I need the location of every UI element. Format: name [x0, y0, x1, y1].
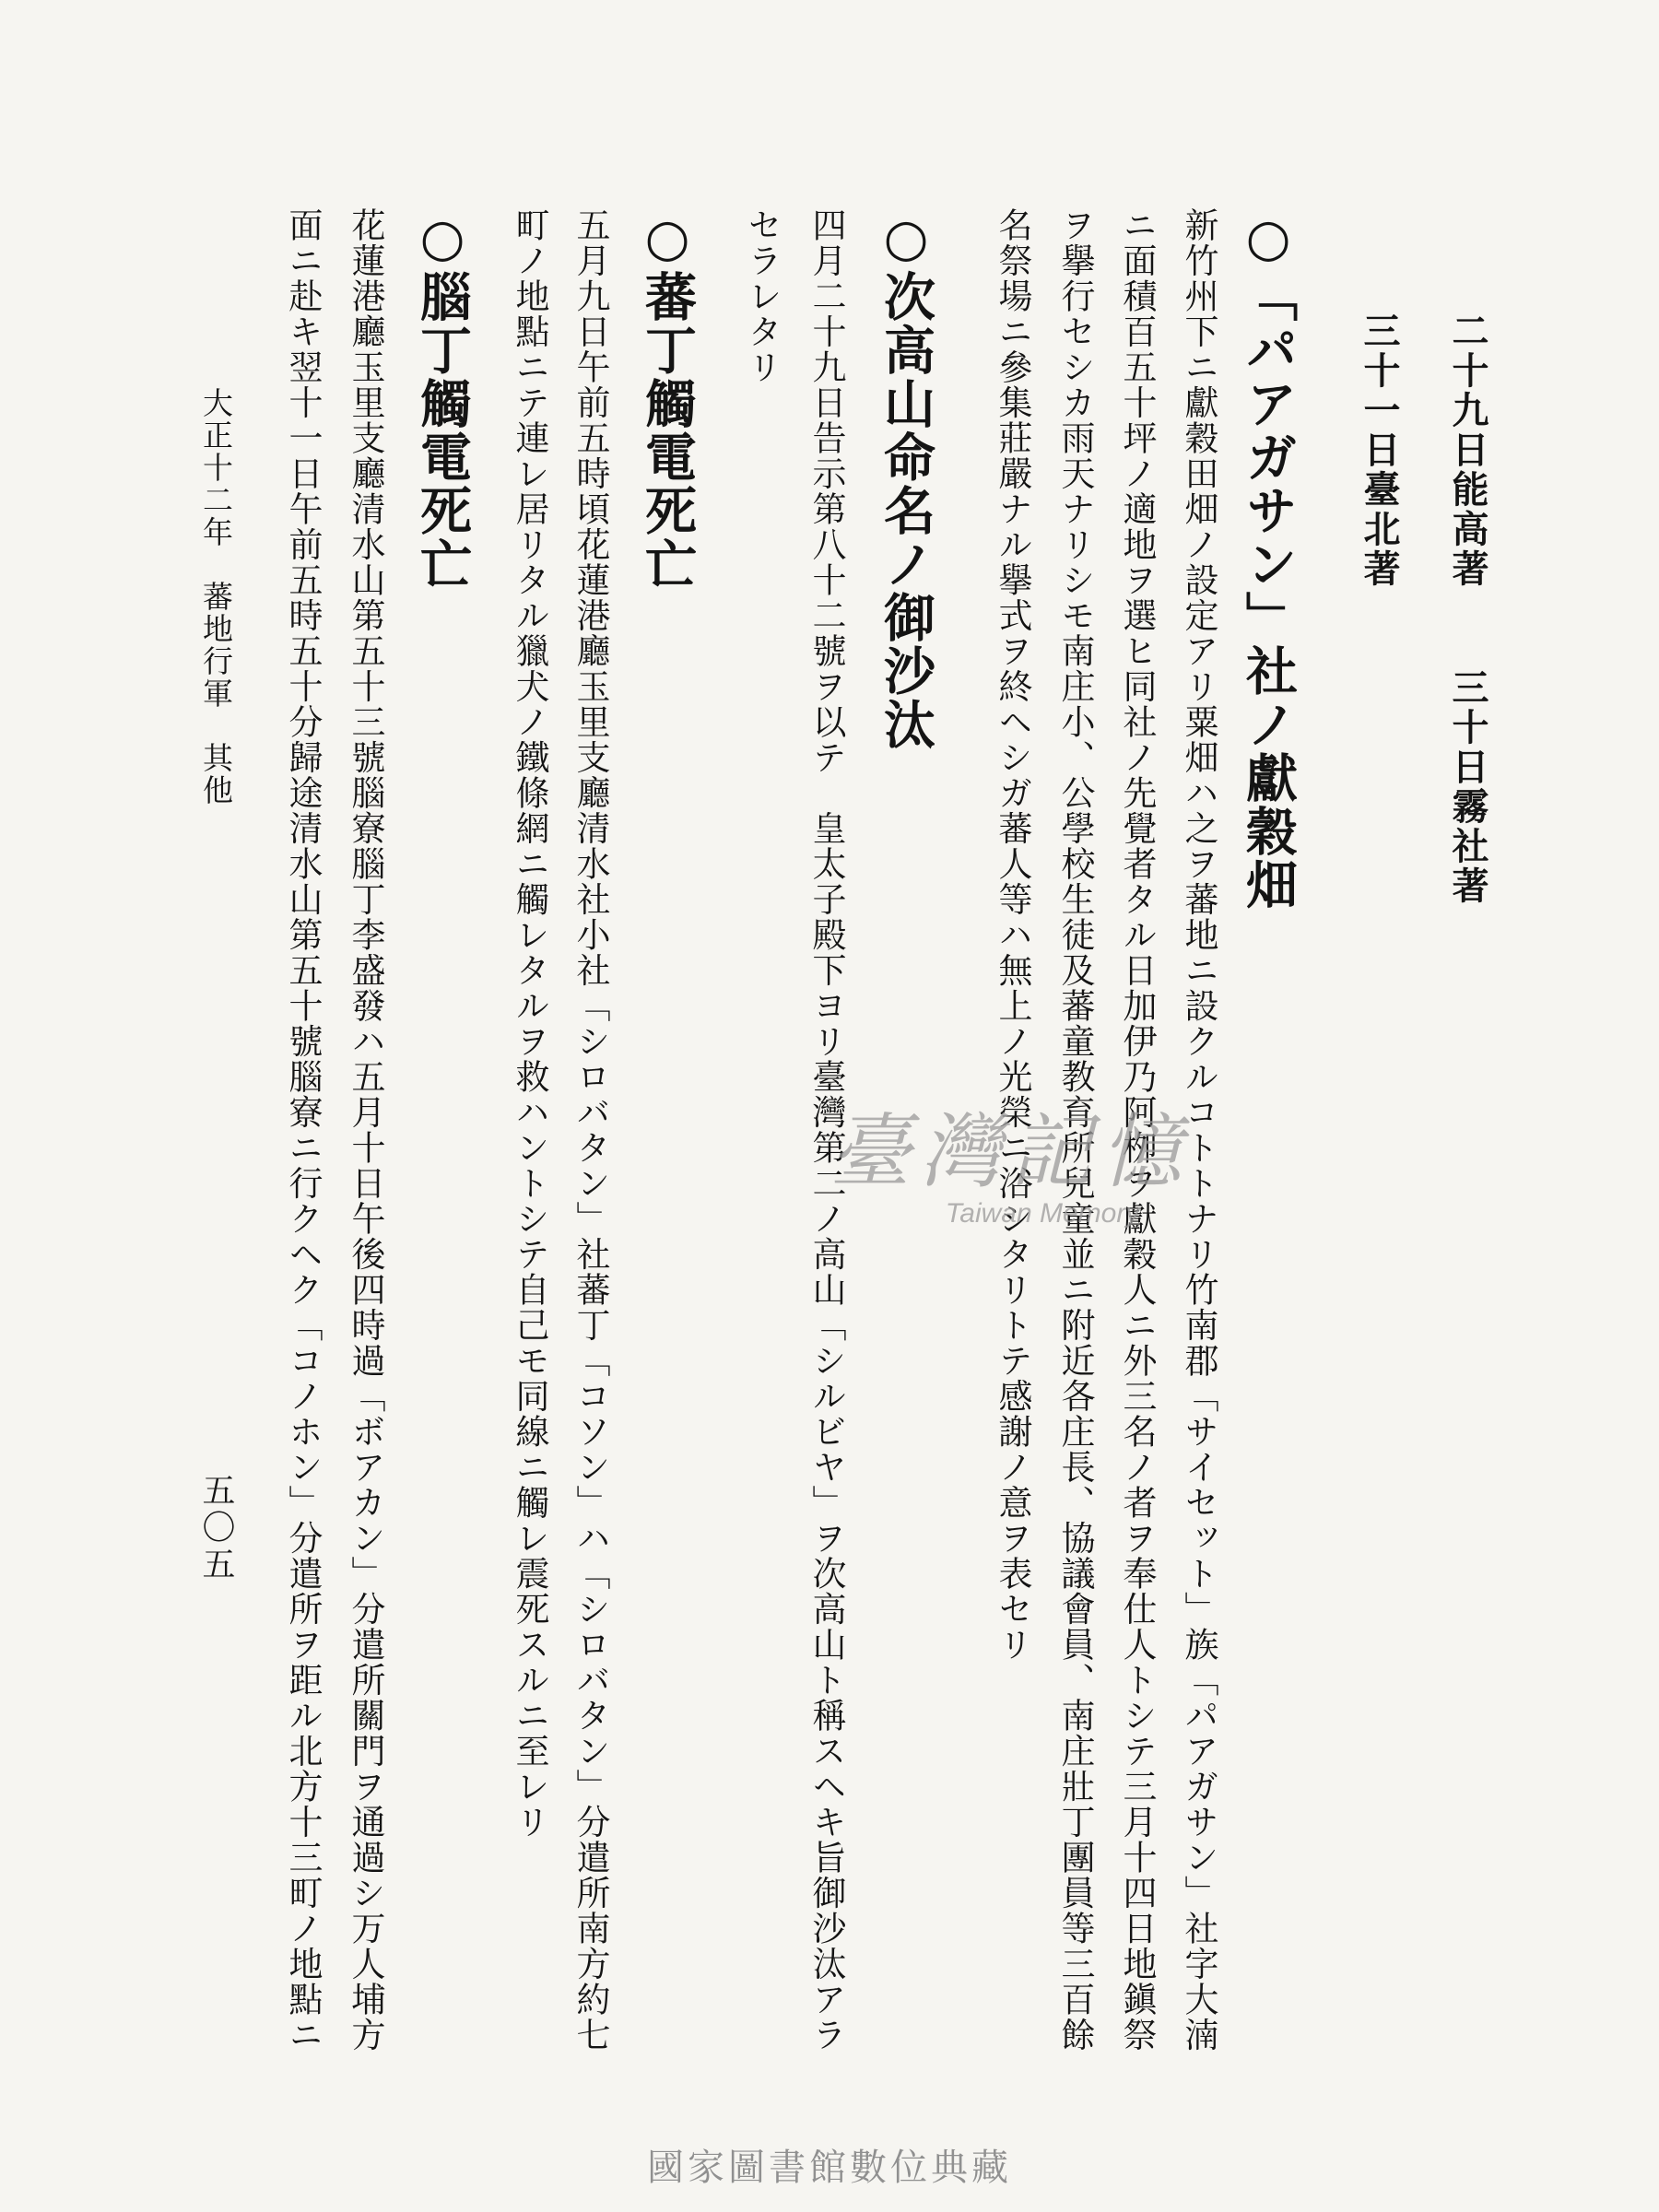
section-4-heading: ○腦丁觸電死亡 — [412, 207, 473, 591]
section-1-line-3: ヲ擧行セシカ雨天ナリシモ南庄小、公學校生徒及蕃童教育所兒童並ニ附近各庄長、協議會員、南庄壯丁團員等三百餘 — [1055, 207, 1095, 2053]
section-1-line-2: ニ面積百五十坪ノ適地ヲ選ヒ同社ノ先覺者タル日加伊乃阿栁ヲ獻穀人ニ外三名ノ者ヲ奉仕人トシテ三月十四日地鎭祭 — [1117, 207, 1157, 2053]
section-3-line-2: 町ノ地點ニテ連レ居リタル獵犬ノ鐵條網ニ觸レタルヲ救ハントシテ自己モ同線ニ觸レ震死スルニ至レリ — [510, 207, 549, 1840]
section-1-line-1: 新竹州下ニ獻穀田畑ノ設定アリ粟畑ハ之ヲ蕃地ニ設クルコトトナリ竹南郡「サイセット」族「パアガサン」社字大湳 — [1179, 207, 1218, 2053]
section-1-heading: ○「パアガサン」社ノ獻穀畑 — [1238, 207, 1299, 912]
library-credit: 國家圖書館數位典藏 — [647, 2147, 1012, 2189]
watermark-cjk: 臺灣記憶 — [830, 1104, 1192, 1199]
section-2-line-2: セラレタリ — [742, 207, 782, 385]
section-4-line-2: 面ニ赴キ翌十一日午前五時五十分歸途清水山第五十號腦寮ニ行クヘク「コノホン」分遣所ヲ距ル北方十三町ノ地點ニ — [283, 207, 323, 2053]
header-line-2: 三十一日臺北著 — [1358, 312, 1401, 589]
page-number: 五〇五 — [197, 1473, 235, 1583]
running-title: 大正十二年 蕃地行軍 其他 — [198, 387, 234, 806]
taiwan-memory-watermark — [830, 1088, 1191, 1230]
section-3-heading: ○蕃丁觸電死亡 — [637, 207, 698, 591]
section-1-line-4: 名祭場ニ參集莊嚴ナル擧式ヲ終ヘシガ蕃人等ハ無上ノ光榮ニ浴シタリトテ感謝ノ意ヲ表セリ — [993, 207, 1032, 1663]
watermark-english: Taiwan Memory — [945, 1198, 1140, 1229]
section-3-line-1: 五月九日午前五時頃花蓮港廳玉里支廳清水社小社「シロバタン」社蕃丁「コソン」ハ「シロバタン」分遣所南方約七 — [571, 207, 610, 2053]
section-2-heading: ○次高山命名ノ御沙汰 — [876, 207, 936, 751]
section-2-line-1: 四月二十九日告示第八十二號ヲ以テ 皇太子殿下ヨリ臺灣第二ノ高山「シルビヤ」ヲ次高山ト稱スヘキ旨御沙汰アラ — [806, 207, 846, 2053]
section-4-line-1: 花蓮港廳玉里支廳清水山第五十三號腦寮腦丁李盛發ハ五月十日午後四時過「ボアカン」分遣所關門ヲ通過シ万人埔方 — [346, 207, 385, 2053]
header-line-1: 二十九日能高著 三十日霧社著 — [1446, 312, 1489, 906]
